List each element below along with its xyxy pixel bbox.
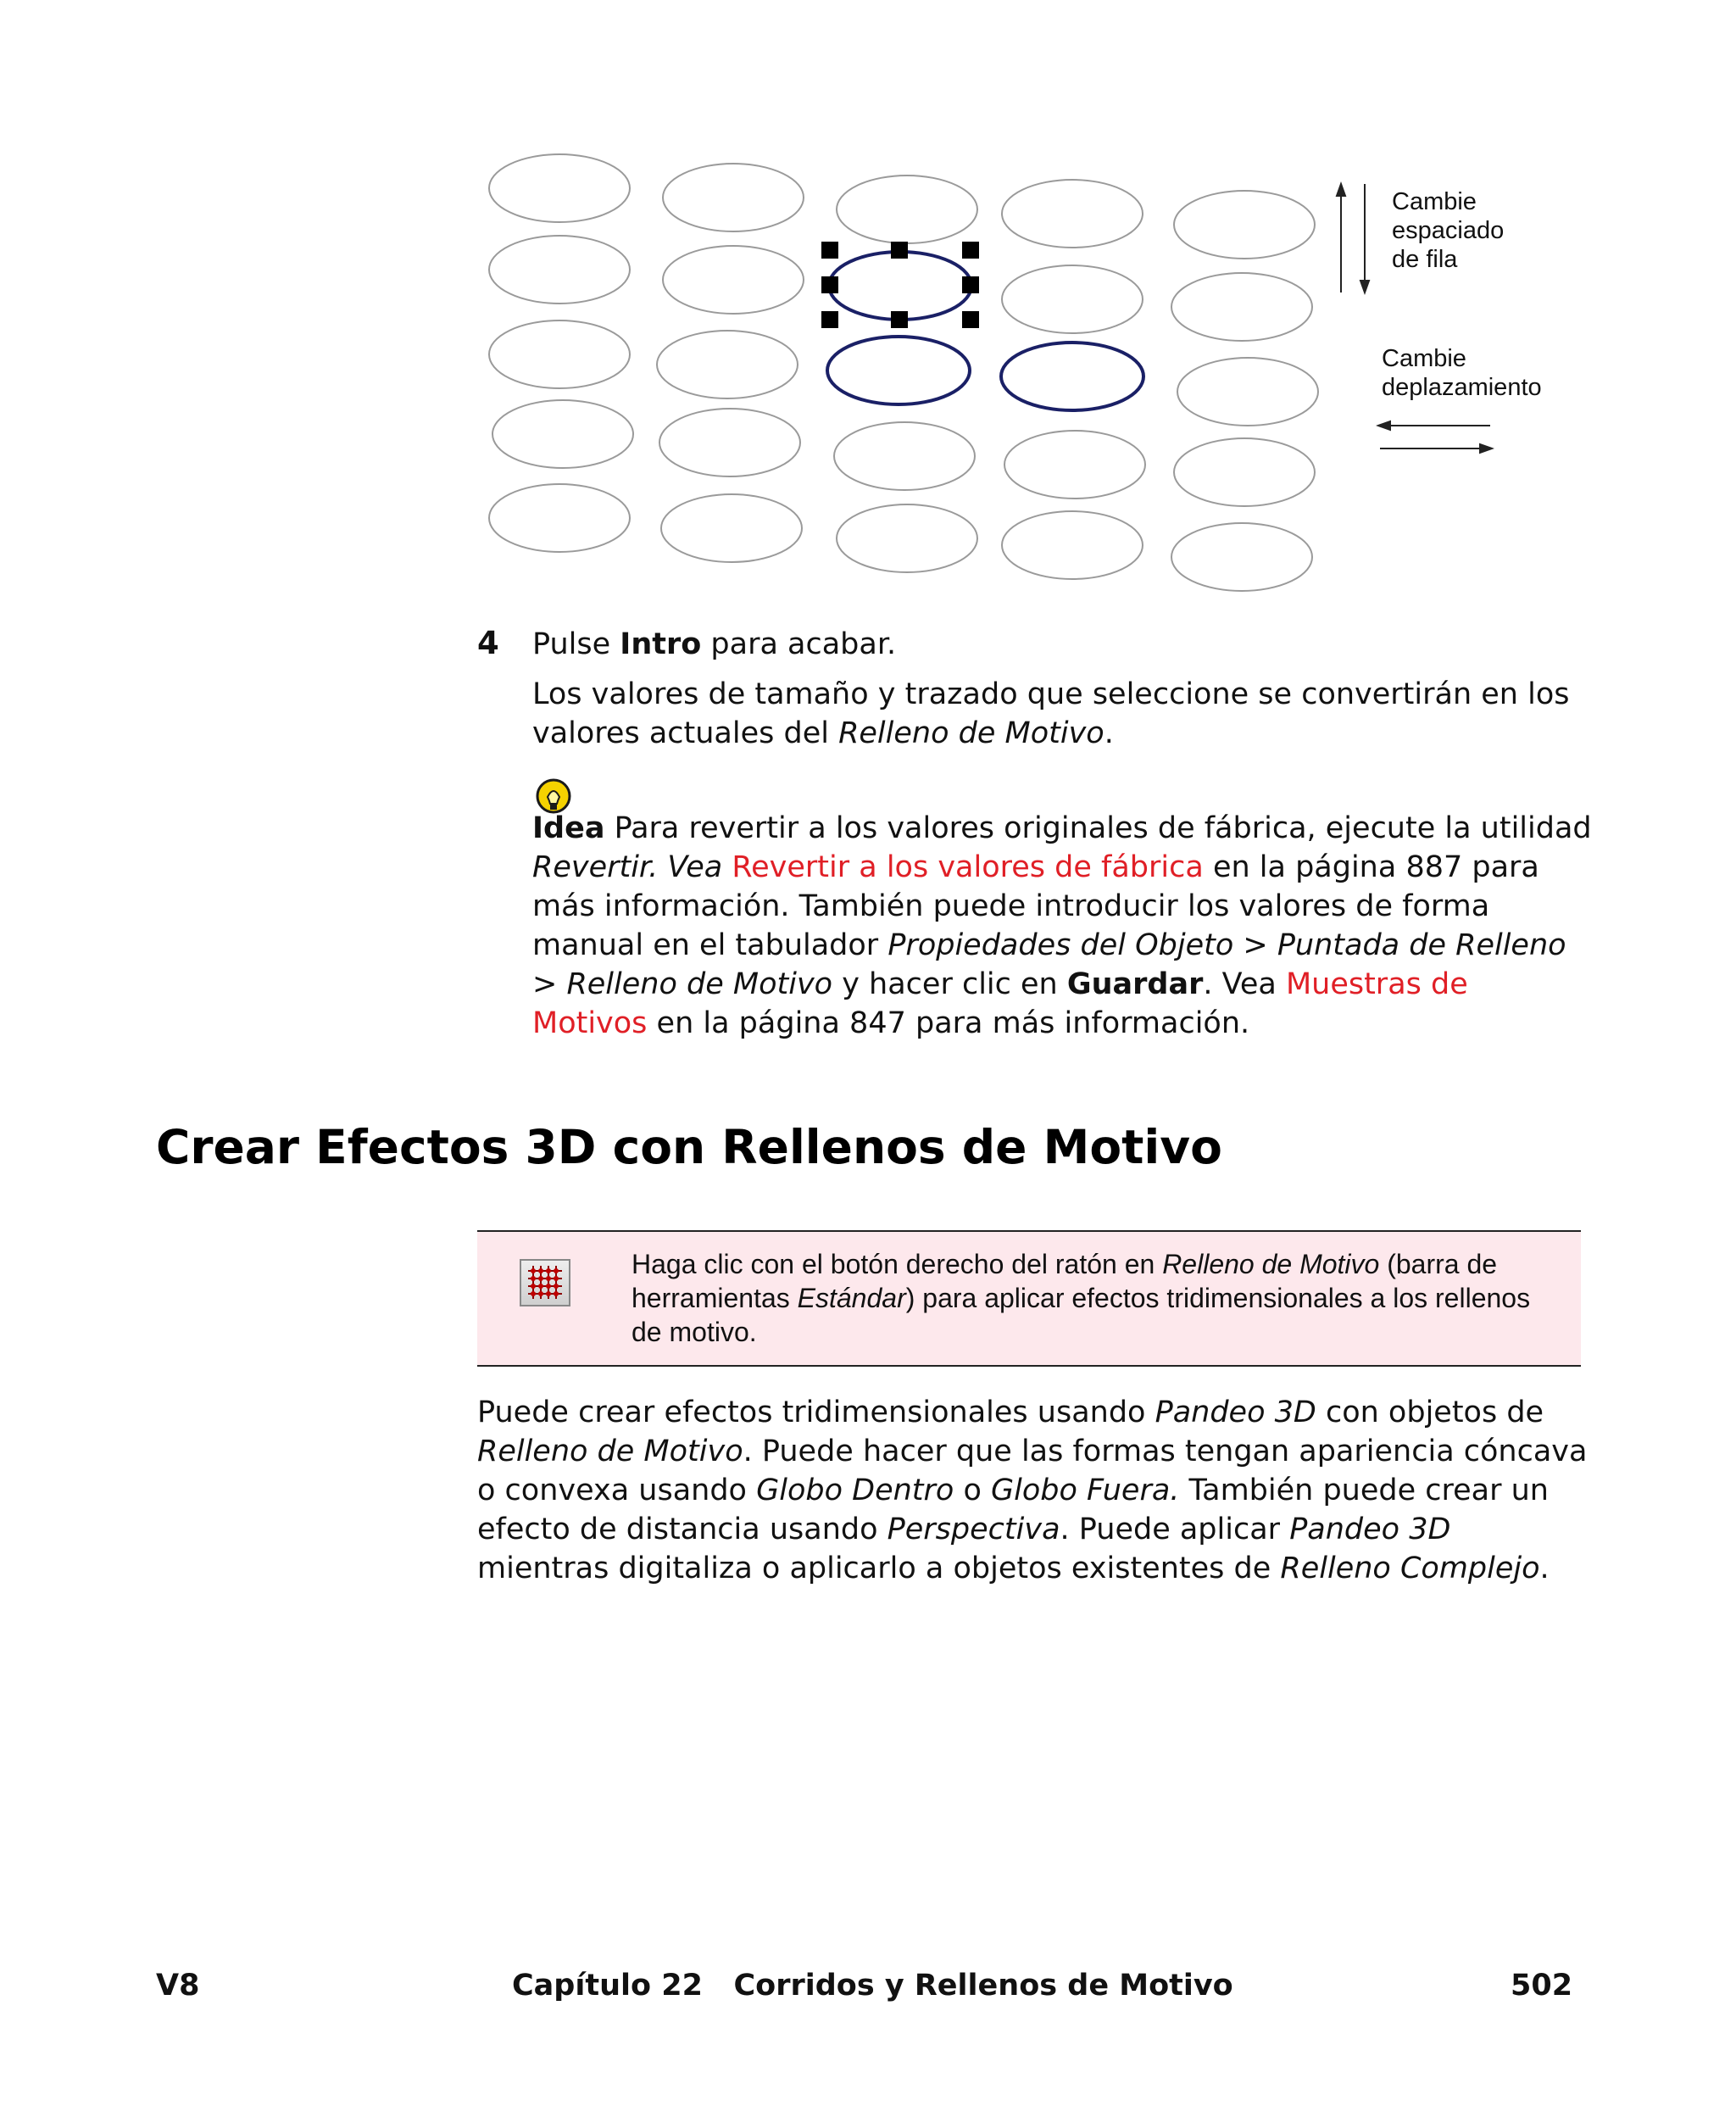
tip-text: en la página 847 para más información. [647, 1006, 1250, 1040]
description-text: Los valores de tamaño y trazado que seleccione se convertirán en los valores actuales del [532, 677, 1570, 750]
selection-handle [962, 276, 979, 293]
row-spacing-label-line: espaciado [1392, 217, 1505, 244]
pattern-ellipse [1002, 511, 1143, 579]
section-heading: Crear Efectos 3D con Rellenos de Motivo [156, 1120, 1222, 1174]
body-text: También puede crear un efecto de distancia usando [477, 1474, 1549, 1546]
description-text: . [1104, 716, 1114, 750]
body-text: mientras digitaliza o aplicarlo a objetos existentes de [477, 1552, 1281, 1585]
highlighted-ellipse [827, 337, 970, 404]
toolbar-hint-box [477, 1230, 1581, 1367]
offset-label [1382, 344, 1542, 402]
step-instruction [532, 625, 896, 664]
tip-italic: Revertir. Vea [532, 850, 732, 884]
tip-text: . Vea [1203, 967, 1286, 1001]
pattern-ellipse [489, 320, 630, 388]
offset-label-line: deplazamiento [1382, 374, 1542, 401]
pattern-ellipse [1177, 358, 1318, 426]
pattern-ellipse [663, 164, 804, 231]
pattern-ellipse [489, 154, 630, 222]
body-text: Puede crear efectos tridimensionales usando [477, 1396, 1155, 1429]
pattern-ellipse [834, 422, 975, 490]
row-spacing-label [1392, 187, 1504, 274]
tip-italic: Propiedades del Objeto > Puntada de Relleno > Relleno de Motivo [532, 928, 1566, 1001]
footer-version: V8 [156, 1969, 200, 2003]
tip-text: en la página 887 para más información. También puede introducir los valores de forma manual en el tabulador [532, 850, 1539, 962]
body-italic: Pandeo 3D [1155, 1396, 1316, 1429]
body-text: . Puede hacer que las formas tengan apariencia cóncava o convexa usando [477, 1435, 1588, 1507]
pattern-ellipse [1171, 523, 1312, 591]
pattern-ellipse [837, 504, 977, 572]
pattern-ellipse [661, 494, 802, 562]
hint-text: (barra de herramientas [632, 1249, 1498, 1313]
pattern-ellipse [1002, 265, 1143, 333]
selection-handle [891, 242, 908, 259]
pattern-ellipse [492, 400, 633, 468]
pattern-ellipse [837, 175, 977, 243]
body-text: . [1539, 1552, 1550, 1585]
step-text: para acabar. [701, 627, 897, 661]
footer-chapter-title: Capítulo 22 Corridos y Rellenos de Motivo [512, 1969, 1233, 2003]
step-number: 4 [477, 625, 499, 661]
selection-handle [821, 242, 838, 259]
pattern-ellipse [1004, 431, 1145, 499]
body-paragraph [477, 1393, 1588, 1588]
intro-key-label: Intro [620, 627, 702, 661]
pattern-ellipse [1171, 273, 1312, 341]
pattern-ellipse [1174, 438, 1315, 506]
pattern-ellipse [659, 409, 800, 476]
footer-page-number: 502 [1511, 1969, 1573, 2003]
hint-text: ) para aplicar efectos tridimensionales a los rellenos de motivo. [632, 1283, 1531, 1347]
save-label: Guardar [1066, 967, 1204, 1001]
revert-defaults-link[interactable]: Revertir a los valores de fábrica [732, 850, 1204, 884]
body-italic: Globo Fuera. [991, 1474, 1180, 1507]
body-text: . Puede aplicar [1060, 1513, 1290, 1546]
selected-ellipse [829, 252, 971, 320]
highlighted-ellipse [1001, 343, 1143, 410]
pattern-samples-link[interactable]: Muestras de Motivos [532, 967, 1468, 1040]
selection-handle [962, 242, 979, 259]
body-italic: Globo Dentro [756, 1474, 954, 1507]
pattern-ellipse [489, 236, 630, 304]
pattern-ellipse [489, 484, 630, 552]
selection-handle [821, 276, 838, 293]
body-italic: Pandeo 3D [1289, 1513, 1451, 1546]
pattern-ellipse [1002, 180, 1143, 248]
row-spacing-label-line: de fila [1392, 246, 1458, 273]
hint-italic: Relleno de Motivo [1162, 1249, 1380, 1279]
pattern-fill-diagram [475, 140, 1577, 615]
tip-text: y hacer clic en [832, 967, 1067, 1001]
body-italic: Relleno Complejo [1280, 1552, 1540, 1585]
hint-italic: Estándar [797, 1283, 906, 1313]
hint-text: Haga clic con el botón derecho del ratón en [632, 1249, 1163, 1279]
tip-paragraph [532, 809, 1592, 1043]
offset-label-line: Cambie [1382, 345, 1466, 372]
body-italic: Relleno de Motivo [477, 1435, 743, 1468]
body-text: o [954, 1474, 991, 1507]
tip-label: Idea [532, 811, 605, 845]
pattern-ellipse [657, 331, 798, 398]
step-text: Pulse [532, 627, 620, 661]
step-description [532, 675, 1592, 753]
row-spacing-label-line: Cambie [1392, 188, 1477, 215]
selection-handle [962, 311, 979, 328]
body-text: con objetos de [1316, 1396, 1544, 1429]
pattern-ellipse [1174, 191, 1315, 259]
tip-text: Para revertir a los valores originales de fábrica, ejecute la utilidad [604, 811, 1592, 845]
selection-handle [821, 311, 838, 328]
pattern-ellipse [663, 246, 804, 314]
toolbar-hint-text [632, 1247, 1564, 1349]
selection-handle [891, 311, 908, 328]
pattern-fill-icon[interactable] [520, 1259, 570, 1306]
description-italic: Relleno de Motivo [838, 716, 1104, 750]
body-italic: Perspectiva [887, 1513, 1060, 1546]
